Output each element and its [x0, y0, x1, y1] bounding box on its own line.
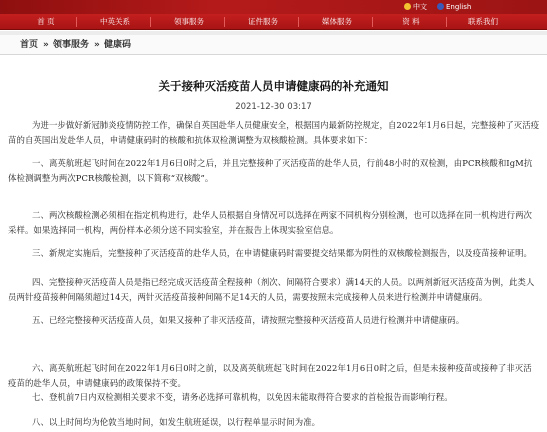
nav-separator [76, 17, 77, 27]
article-paragraph-3: 三、新规定实施后，完整接种了灭活疫苗的赴华人员，在申请健康码时需要提交结果都为阴性的双核酸检测报告，以及疫苗接种证明。 [32, 248, 533, 258]
nav-separator [298, 17, 299, 27]
nav-item-media-services[interactable]: 媒体服务 [322, 17, 352, 26]
nav-separator [372, 17, 373, 27]
breadcrumb-current-page: 健康码 [104, 40, 132, 50]
article-paragraph-8: 八、以上时间均为伦敦当地时间，如发生航班延误，以行程单显示时间为准。 [32, 417, 321, 427]
nav-separator [224, 17, 225, 27]
main-navigation [0, 14, 547, 30]
article-paragraph-5: 五、已经完整接种灭活疫苗人员，如果又接种了非灭活疫苗，请按照完整接种灭活疫苗人员进行检测并申请健康码。 [32, 315, 465, 325]
breadcrumb-home-link[interactable]: 首页 [20, 40, 39, 50]
top-banner [0, 0, 547, 14]
breadcrumb-separator: » [43, 40, 49, 50]
article-paragraph-2: 二、两次核酸检测必须相在指定机构进行，赴华人员根据自身情况可以选择在两家不同机构分别检测，也可以选择在同一机构进行两次采样。如果选择同一机构，两份样本必须分送不同实验室，并在报告上体现实验室信息。 [8, 210, 533, 235]
article-paragraph-intro: 为进一步做好新冠肺炎疫情防控工作，确保自英国赴华人员健康安全，根据国内最新防控规定，自2022年1月6日起，完整接种了灭活疫苗的自英国出发赴华人员，申请健康码时的核酸和抗体双检测调整为双核酸检测。具体要求如下： [8, 120, 540, 145]
article-paragraph-6: 六、离英航班起飞时间在2022年1月6日0时之前，以及离英航班起飞时间在2022年1月6日0时之后，但是未接种疫苗或接种了非灭活疫苗的赴华人员，申请健康码的政策保持不变。 [8, 363, 532, 388]
nav-separator [446, 17, 447, 27]
china-flag-icon [404, 3, 411, 10]
nav-item-resources[interactable]: 资 料 [402, 17, 420, 26]
breadcrumb-separator: » [94, 40, 100, 50]
article-date: 2021-12-30 03:17 [235, 102, 312, 112]
uk-flag-icon [437, 3, 444, 10]
nav-item-china-uk-relations[interactable]: 中英关系 [100, 17, 130, 26]
article-title: 关于接种灭活疫苗人员申请健康码的补充通知 [158, 79, 389, 93]
article-paragraph-7: 七、登机前7日内双检测相关要求不变，请务必选择可靠机构，以免因未能取得符合要求的首检报告而影响行程。 [32, 392, 453, 402]
breadcrumb [0, 35, 547, 55]
nav-separator [150, 17, 151, 27]
nav-item-consular-services[interactable]: 领事服务 [174, 17, 204, 26]
nav-item-document-services[interactable]: 证件服务 [248, 17, 278, 26]
breadcrumb-consular-link[interactable]: 领事服务 [53, 40, 90, 50]
language-english-link[interactable]: English [446, 3, 472, 11]
article-paragraph-4: 四、完整接种灭活疫苗人员是指已经完成灭活疫苗全程接种（剂次、间隔符合要求）满14天的人员。以两剂新冠灭活疫苗为例，此类人员两针疫苗接种间隔须超过14天，两针灭活疫苗接种间隔不足14天的人员，需要按照未完成接种人员来进行检测并申请健康码。 [8, 277, 535, 302]
nav-item-home[interactable]: 首 页 [37, 17, 55, 26]
nav-item-contact-us[interactable]: 联系我们 [468, 17, 498, 26]
article-paragraph-1: 一、离英航班起飞时间在2022年1月6日0时之后，并且完整接种了灭活疫苗的赴华人员，行前48小时的双检测，由PCR核酸和IgM抗体检测调整为两次PCR核酸检测，以下简称“双核酸”。 [8, 158, 533, 183]
language-chinese-link[interactable]: 中文 [413, 3, 427, 11]
